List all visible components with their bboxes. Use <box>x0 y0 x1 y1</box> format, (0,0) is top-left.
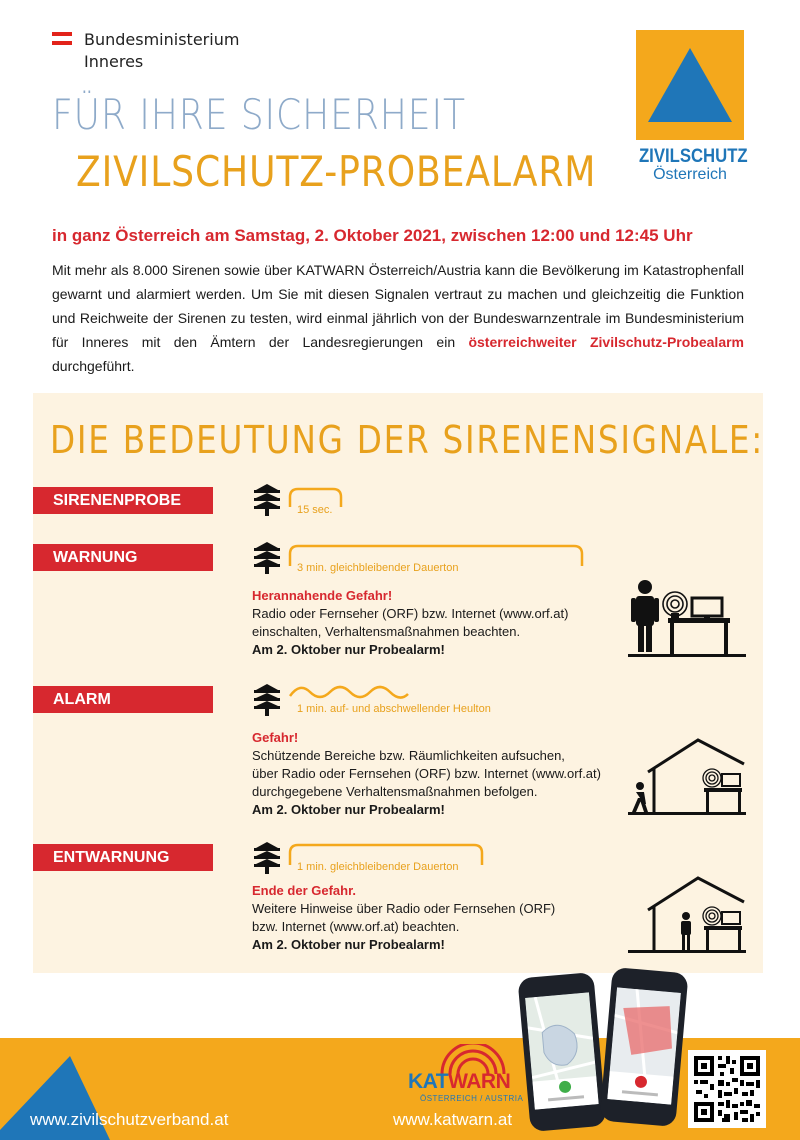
siren-icon <box>252 542 282 574</box>
date-line: in ganz Österreich am Samstag, 2. Oktober 2021, zwischen 12:00 und 12:45 Uhr <box>52 226 693 245</box>
qr-code-icon[interactable] <box>688 1050 766 1128</box>
signal-label-sirenenprobe: SIRENENPROBE <box>33 487 213 514</box>
siren-icon <box>252 842 282 874</box>
signal-label-entwarnung: ENTWARNUNG <box>33 844 213 871</box>
intro-highlight: österreichweiter Zivilschutz-Probealarm <box>468 334 745 350</box>
footer-url-zivilschutzverband[interactable]: www.zivilschutzverband.at <box>30 1110 229 1129</box>
signal-text-line: Schützende Bereiche bzw. Räumlichkeiten aufsuchen, <box>252 748 565 763</box>
signal-note-alarm: Am 2. Oktober nur Probealarm! <box>252 802 445 817</box>
footer-url-katwarn[interactable]: www.katwarn.at <box>393 1110 513 1129</box>
signal-duration-sirenenprobe: 15 sec. <box>297 504 333 516</box>
title-line-2: ZIVILSCHUTZ-PROBEALARM <box>76 147 597 196</box>
signal-text-line: durchgegebene Verhaltensmaßnahmen befolgen. <box>252 784 538 799</box>
katwarn-warn: WARN <box>448 1070 511 1093</box>
signal-heading-alarm: Gefahr! <box>252 730 299 745</box>
intro-text: Mit mehr als 8.000 Sirenen sowie über KATWARN Österreich/Austria kann die Bevölkerung im Katastrophenfall gewarnt und alarmiert werden. Um Sie mit diesen Signalen vertraut zu machen und gleichzeitig die Funktion und Reichweite der Sirenen zu testen, wird einmal jährlich von der Bundeswarnzentrale im Bundesministerium für Inneres mit den Ämtern der Landesregierungen ein <box>52 262 744 350</box>
ministry-name: Bundesministerium <box>84 30 240 49</box>
siren-icon <box>252 684 282 716</box>
person-walking-house-icon <box>628 736 746 816</box>
person-desk-icon <box>628 578 746 658</box>
signal-curve-alarm <box>288 682 412 702</box>
triangle-logo-icon <box>636 30 744 140</box>
signal-note-entwarnung: Am 2. Oktober nur Probealarm! <box>252 937 445 952</box>
signal-label-alarm: ALARM <box>33 686 213 713</box>
title-line-1: FÜR IHRE SICHERHEIT <box>52 90 466 139</box>
signal-label-warnung: WARNUNG <box>33 544 213 571</box>
signal-duration-warnung: 3 min. gleichbleibender Dauerton <box>297 562 459 574</box>
katwarn-wordmark <box>408 1070 510 1094</box>
signal-heading-entwarnung: Ende der Gefahr. <box>252 883 357 898</box>
ministry-department: Inneres <box>84 52 144 71</box>
signal-duration-entwarnung: 1 min. gleichbleibender Dauerton <box>297 861 459 873</box>
signal-desc-entwarnung <box>252 882 555 954</box>
signal-desc-warnung <box>252 587 568 659</box>
phone-icon <box>517 972 606 1132</box>
zivilschutz-logo-name: ZIVILSCHUTZ <box>638 146 748 167</box>
signal-text-line: Weitere Hinweise über Radio oder Fernsehen (ORF) <box>252 901 556 916</box>
signal-text-line: bzw. Internet (www.orf.at) beachten. <box>252 919 460 934</box>
signal-duration-alarm: 1 min. auf- und abschwellender Heulton <box>297 703 491 715</box>
intro-text-end: durchgeführt. <box>52 358 135 374</box>
signal-desc-alarm <box>252 729 601 819</box>
phone-icon <box>599 967 688 1127</box>
phone-screen-map <box>525 992 599 1109</box>
person-house-icon <box>628 874 746 954</box>
phone-screen-alert <box>607 987 681 1104</box>
zivilschutz-logo-sub: Österreich <box>653 166 727 183</box>
flag-icon <box>52 32 72 45</box>
signals-title: DIE BEDEUTUNG DER SIRENENSIGNALE: <box>50 418 765 462</box>
katwarn-kat: KAT <box>408 1070 449 1093</box>
siren-icon <box>252 484 282 516</box>
signal-heading-warnung: Herannahende Gefahr! <box>252 588 393 603</box>
katwarn-sub: ÖSTERREICH / AUSTRIA <box>420 1094 524 1103</box>
signal-text-line: über Radio oder Fernsehen (ORF) bzw. Internet (www.orf.at) <box>252 766 601 781</box>
signal-text-line: Radio oder Fernseher (ORF) bzw. Internet (www.orf.at) <box>252 606 569 621</box>
signal-note-warnung: Am 2. Oktober nur Probealarm! <box>252 642 445 657</box>
signal-text-line: einschalten, Verhaltensmaßnahmen beachten. <box>252 624 521 639</box>
intro-paragraph <box>52 258 744 378</box>
katwarn-logo <box>408 1044 530 1110</box>
